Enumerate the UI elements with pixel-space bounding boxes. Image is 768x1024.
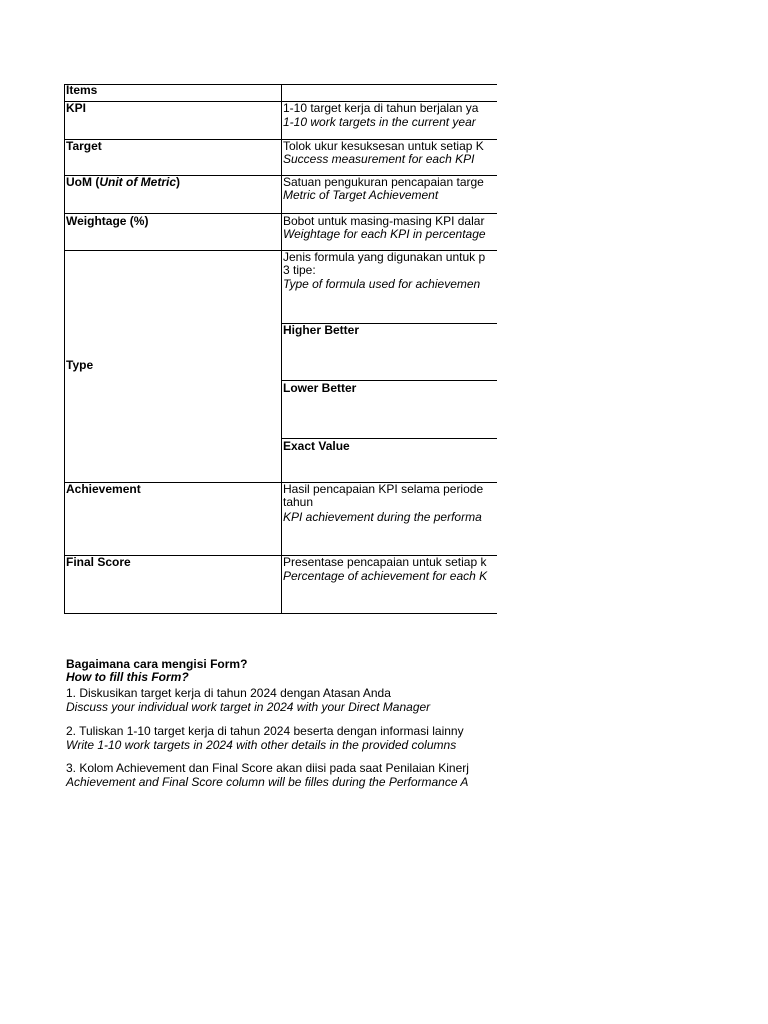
type-lower-better: Lower Better	[283, 381, 357, 395]
table-column-divider	[281, 84, 282, 614]
type-description-id-1: Jenis formula yang digunakan untuk p	[283, 250, 486, 264]
instructions-title: Bagaimana cara mengisi Form?	[66, 657, 248, 671]
uom-description-en: Metric of Target Achievement	[283, 188, 439, 202]
type-description-id-2: 3 tipe:	[283, 263, 316, 277]
row-label-weightage: Weightage (%)	[66, 214, 149, 228]
kpi-description-en: 1-10 work targets in the current year	[283, 115, 476, 129]
step-3-en: Achievement and Final Score column will be filles during the Performance A	[66, 775, 469, 789]
step-1-id: 1. Diskusikan target kerja di tahun 2024 dengan Atasan Anda	[66, 686, 391, 700]
row-label-final-score: Final Score	[66, 555, 131, 569]
achievement-description-id-2: tahun	[283, 495, 314, 509]
row-label-uom: UoM (Unit of Metric)	[66, 175, 180, 189]
achievement-description-en: KPI achievement during the performa	[283, 510, 482, 524]
weightage-description-id: Bobot untuk masing-masing KPI dalar	[283, 214, 485, 228]
achievement-description-id-1: Hasil pencapaian KPI selama periode	[283, 482, 484, 496]
weightage-description-en: Weightage for each KPI in percentage	[283, 227, 486, 241]
step-2-id: 2. Tuliskan 1-10 target kerja di tahun 2024 beserta dengan informasi lainny	[66, 724, 464, 738]
final-score-description-en: Percentage of achievement for each K	[283, 569, 488, 583]
target-description-id: Tolok ukur kesuksesan untuk setiap K	[283, 139, 484, 153]
step-1-en: Discuss your individual work target in 2024 with your Direct Manager	[66, 700, 431, 714]
instructions-subtitle: How to fill this Form?	[66, 670, 189, 684]
row-label-achievement: Achievement	[66, 482, 141, 496]
step-2-en: Write 1-10 work targets in 2024 with other details in the provided columns	[66, 738, 457, 752]
type-description-en: Type of formula used for achievemen	[283, 277, 481, 291]
uom-description-id: Satuan pengukuran pencapaian targe	[283, 175, 484, 189]
table-border-left	[64, 84, 65, 614]
kpi-description-id: 1-10 target kerja di tahun berjalan ya	[283, 101, 479, 115]
row-label-target: Target	[66, 139, 102, 153]
step-3-id: 3. Kolom Achievement dan Final Score akan diisi pada saat Penilaian Kinerj	[66, 761, 469, 775]
target-description-en: Success measurement for each KPI	[283, 152, 475, 166]
table-header-items: Items	[66, 83, 98, 97]
type-higher-better: Higher Better	[283, 323, 360, 337]
final-score-description-id: Presentase pencapaian untuk setiap k	[283, 555, 487, 569]
type-exact-value: Exact Value	[283, 439, 350, 453]
row-label-kpi: KPI	[66, 101, 87, 115]
row-label-type: Type	[66, 358, 94, 372]
